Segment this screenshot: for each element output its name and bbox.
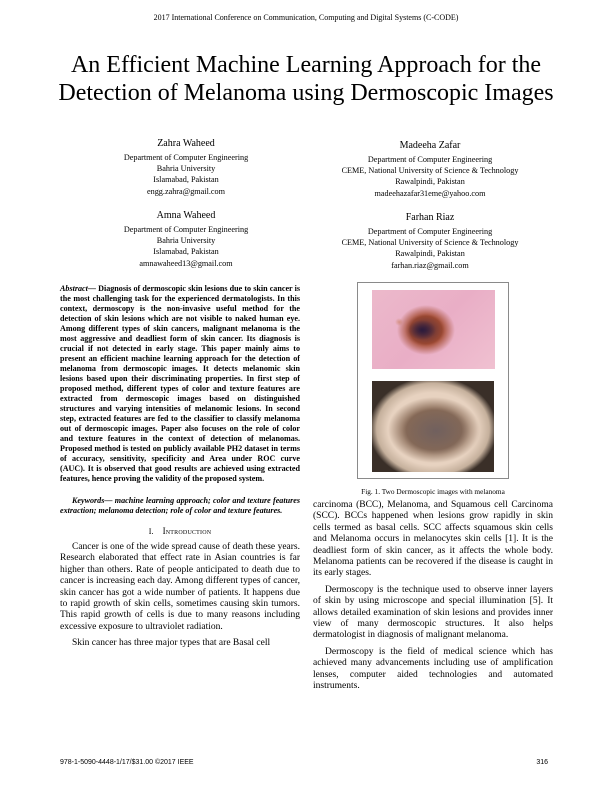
keywords	[60, 496, 300, 516]
keywords-text: machine learning approach; color and texture features extraction; melanoma detection; role of color and texture features.	[60, 496, 300, 515]
author-email[interactable]: amnawaheed13@gmail.com	[139, 258, 233, 268]
paper-title	[40, 51, 572, 107]
abstract-text: Diagnosis of dermoscopic skin lesions due to skin cancer is the most challenging task for the experienced dermatologists. In this context, dermoscopy is the non-invasive useful method for the detection of skin lesions which are not visible to naked human eye. Among different types of skin cancers, malignant melanoma is the most aggressive and deadliest form of skin cancer. Its diagnosis is crucial if not detected in early stage. This paper mainly aims to present an efficient machine learning approach for the detection of melanoma from dermoscopic images. It detects melanomic skin lesions based upon their discriminating properties. In first step of proposed method, different types of color and texture features are extracted from dermoscopic images based on distinguished structures and varying intensities of melanomic lesions. In second step, extracted features are fed to the classifier to classify melanoma out of dermoscopic images. Paper also focuses on the role of color and texture features in the context of detection of melanomas. Proposed method is tested on publicly available PH2 dataset in terms of accuracy, sensitivity, specificity and Area under ROC curve (AUC). It is observed that good results are achieved using extracted features, hence proving the validity of the proposed system.	[60, 284, 300, 483]
figure-caption: Fig. 1. Two Dermoscopic images with melanoma	[361, 487, 505, 496]
intro-paragraph: Dermoscopy is the field of medical science which has achieved many advancements including use of amplification lenses, computer aided technologies and automated instruments.	[313, 646, 553, 692]
author-location: Rawalpindi, Pakistan	[395, 177, 465, 187]
title-line-1: An Efficient Machine Learning Approach for the	[70, 52, 542, 78]
title-line-2: Detection of Melanoma using Dermoscopic Images	[58, 80, 554, 106]
author-institution: Bahria University	[156, 236, 216, 246]
footer-copyright: 978-1-5090-4448-1/17/$31.00 ©2017 IEEE	[60, 759, 194, 766]
author-block	[300, 211, 560, 271]
dermoscopic-image-1	[372, 290, 495, 369]
author-email[interactable]: madeehazafar31eme@yahoo.com	[374, 188, 486, 198]
author-name: Amna Waheed	[156, 210, 216, 221]
conference-header: 2017 International Conference on Communication, Computing and Digital Systems (C-CODE)	[153, 13, 459, 22]
author-name: Madeeha Zafar	[399, 140, 461, 151]
author-location: Islamabad, Pakistan	[153, 247, 219, 257]
intro-paragraph: Skin cancer has three major types that are Basal cell	[72, 638, 271, 649]
section-number: I.	[148, 527, 154, 536]
author-block	[300, 139, 560, 199]
author-institution: CEME, National University of Science & Technology	[341, 166, 519, 176]
abstract-label: Abstract—	[60, 284, 96, 293]
author-email[interactable]: engg.zahra@gmail.com	[146, 186, 225, 196]
right-column	[313, 500, 553, 698]
author-name: Farhan Riaz	[405, 212, 455, 223]
author-block	[70, 209, 302, 269]
author-department: Department of Computer Engineering	[123, 153, 249, 162]
figure-1	[357, 282, 509, 479]
intro-paragraph: carcinoma (BCC), Melanoma, and Squamous cell Carcinoma (SCC). BCCs happened when lesions grow rapidly in skin cells termed as basal cells. SCC affects squamous skin cells and Melanoma occurs in melanocytes skin cells [1]. It is the deadliest form of skin cancer, as it affects the whole body. Melanoma patients can be recovered if the disease is caught in its early stages.	[313, 500, 553, 579]
author-department: Department of Computer Engineering	[367, 227, 493, 236]
page-number: 316	[536, 759, 548, 766]
section-title: Introduction	[162, 526, 212, 536]
author-name: Zahra Waheed	[157, 138, 215, 149]
author-block	[70, 137, 302, 197]
section-heading-introduction	[60, 526, 300, 536]
author-department: Department of Computer Engineering	[123, 225, 249, 234]
author-institution: Bahria University	[156, 164, 216, 174]
dermoscopic-image-2	[372, 381, 494, 472]
author-location: Rawalpindi, Pakistan	[395, 249, 465, 259]
keywords-label: Keywords—	[72, 496, 113, 505]
intro-paragraph: Cancer is one of the wide spread cause of death these years. Research elaborated that effect rate in Asian countries is far higher than others. Rate of people anticipated to death due to cancer is increasing each day. Among different types of cancer, skin cancer has got a wide number of patients. It happens due to rapid growth of skin cells, sometimes causing skin tumors. This rapid growth of cells is due to many reasons including excessive exposure to ultraviolet radiation.	[60, 542, 300, 632]
author-department: Department of Computer Engineering	[367, 155, 493, 164]
author-location: Islamabad, Pakistan	[153, 175, 219, 185]
intro-paragraph: Dermoscopy is the technique used to observe inner layers of skin by using microscope and special illumination [5]. It allows detailed examination of skin lesions and provides inner view of many dermoscopic structures. It also helps dermatologist in diagnosis of malignant melanoma.	[313, 584, 553, 641]
left-column	[60, 284, 300, 655]
author-institution: CEME, National University of Science & Technology	[341, 238, 519, 248]
author-email[interactable]: farhan.riaz@gmail.com	[391, 260, 469, 270]
abstract	[60, 284, 300, 484]
